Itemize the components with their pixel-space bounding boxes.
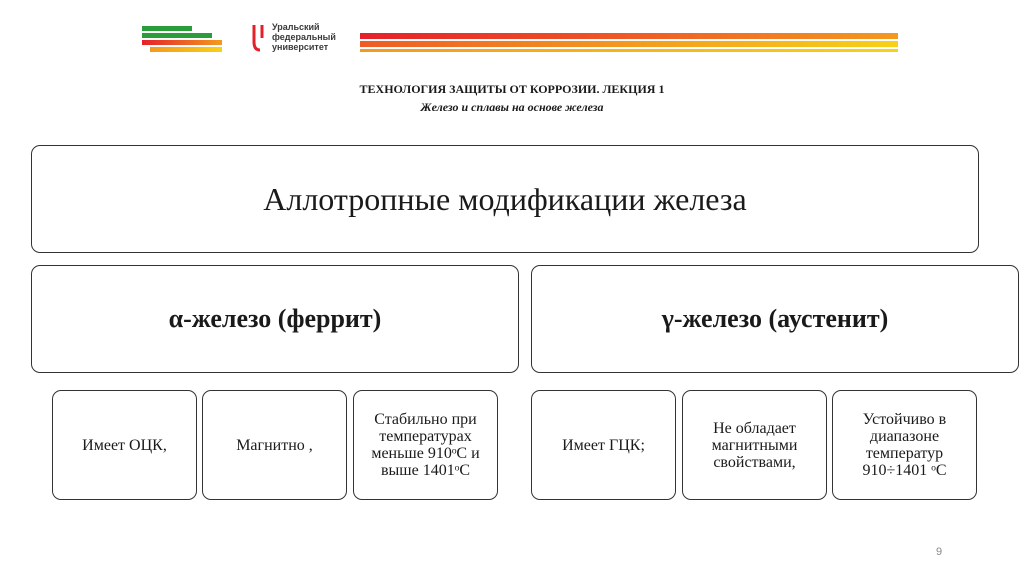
gamma-iron-heading: γ-железо (аустенит) <box>661 304 889 333</box>
university-logo-text <box>272 22 336 52</box>
logo-line-1: Уральский <box>272 22 320 32</box>
alpha-property-box <box>353 390 498 500</box>
main-heading-box <box>31 145 979 253</box>
alpha-property-1: Имеет ОЦК, <box>82 436 167 454</box>
logo-line-3: университет <box>272 42 329 52</box>
slide-subtitle: Железо и сплавы на основе железа <box>420 100 604 114</box>
gamma-property-2: Не обладает магнитными свойствами, <box>711 419 798 471</box>
gamma-property-box <box>682 390 827 500</box>
gamma-property-box <box>832 390 977 500</box>
gamma-property-3: Устойчиво в диапазоне температур 910÷1401 ᵒС <box>862 411 947 479</box>
university-logo-icon <box>252 24 264 52</box>
gamma-iron-box <box>531 265 1019 373</box>
alpha-property-box <box>202 390 347 500</box>
logo-line-2: федеральный <box>272 32 336 42</box>
alpha-property-2: Магнитно , <box>236 436 313 454</box>
main-heading: Аллотропные модификации железа <box>263 180 747 217</box>
page-number: 9 <box>936 546 943 558</box>
slide-title: ТЕХНОЛОГИЯ ЗАЩИТЫ ОТ КОРРОЗИИ. ЛЕКЦИЯ 1 <box>359 82 665 96</box>
alpha-property-3: Стабильно при температурах меньше 910ᵒС и выше 1401ᵒС <box>371 411 480 479</box>
gamma-property-1: Имеет ГЦК; <box>562 436 645 454</box>
gamma-property-box <box>531 390 676 500</box>
alpha-iron-box <box>31 265 519 373</box>
alpha-property-box <box>52 390 197 500</box>
alpha-iron-heading: α-железо (феррит) <box>168 304 382 333</box>
